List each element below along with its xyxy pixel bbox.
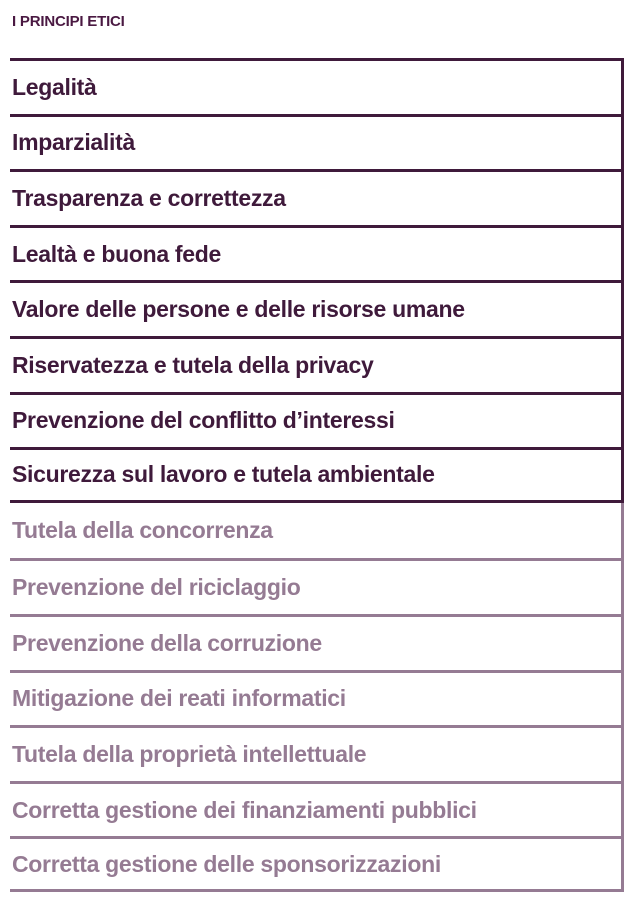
principle-trasparenza: Trasparenza e correttezza	[10, 169, 624, 225]
principle-sicurezza-lavoro: Sicurezza sul lavoro e tutela ambientale	[10, 447, 624, 503]
principle-conflitto-interessi: Prevenzione del conflitto d’interessi	[10, 392, 624, 448]
principle-corruzione: Prevenzione della corruzione	[10, 614, 624, 670]
principle-sponsorizzazioni: Corretta gestione delle sponsorizzazioni	[10, 836, 624, 892]
principle-legalita: Legalità	[10, 58, 624, 114]
principle-reati-informatici: Mitigazione dei reati informatici	[10, 670, 624, 726]
principle-riciclaggio: Prevenzione del riciclaggio	[10, 558, 624, 614]
principle-imparzialita: Imparzialità	[10, 114, 624, 170]
principle-riservatezza: Riservatezza e tutela della privacy	[10, 336, 624, 392]
principle-valore-persone: Valore delle persone e delle risorse umane	[10, 280, 624, 336]
principle-finanziamenti-pubblici: Corretta gestione dei finanziamenti pubblici	[10, 781, 624, 837]
section-heading: I PRINCIPI ETICI	[12, 13, 125, 30]
principle-proprieta-intellettuale: Tutela della proprietà intellettuale	[10, 725, 624, 781]
principles-list	[10, 58, 624, 892]
principle-concorrenza: Tutela della concorrenza	[10, 503, 624, 559]
principle-lealta: Lealtà e buona fede	[10, 225, 624, 281]
